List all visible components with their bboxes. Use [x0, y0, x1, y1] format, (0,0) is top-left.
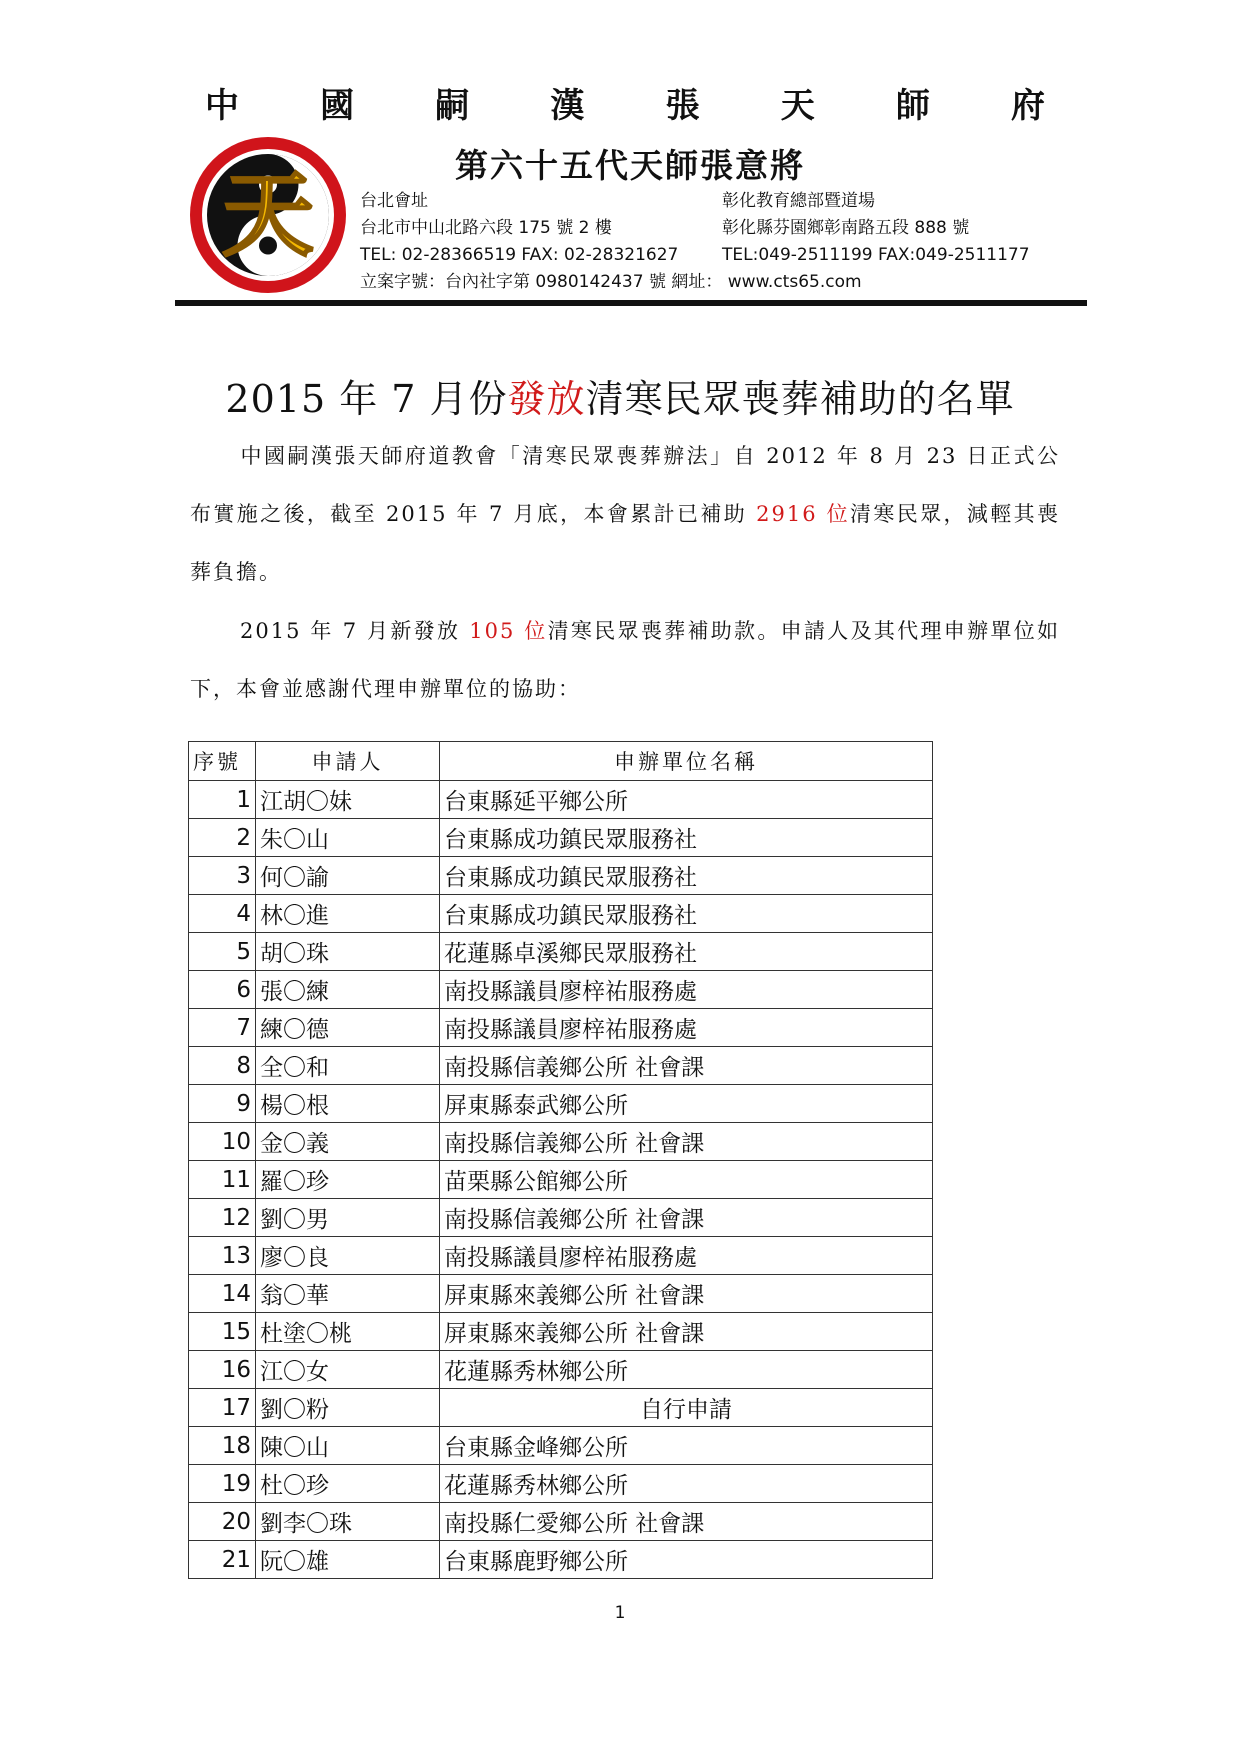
monthly-count: 105 位 [469, 619, 548, 643]
title-highlight: 發放 [507, 377, 586, 421]
table-row [189, 857, 933, 895]
unit-cell: 花蓮縣卓溪鄉民眾服務社 [440, 933, 933, 971]
unit-cell: 台東縣成功鎮民眾服務社 [440, 895, 933, 933]
applicant-cell: 阮〇雄 [256, 1541, 440, 1579]
applicant-cell: 金〇義 [256, 1123, 440, 1161]
unit-cell: 南投縣議員廖梓祐服務處 [440, 971, 933, 1009]
title-subject: 清寒民眾喪葬補助的名單 [585, 377, 1015, 421]
table-row [189, 1465, 933, 1503]
unit-cell: 苗栗縣公館鄉公所 [440, 1161, 933, 1199]
table-row [189, 971, 933, 1009]
applicant-cell: 江〇女 [256, 1351, 440, 1389]
table-row [189, 1161, 933, 1199]
applicant-cell: 朱〇山 [256, 819, 440, 857]
applicant-cell: 劉〇男 [256, 1199, 440, 1237]
serial-cell: 4 [189, 895, 256, 933]
table-row [189, 1503, 933, 1541]
unit-cell: 南投縣信義鄉公所 社會課 [440, 1047, 933, 1085]
intro-text: 中國嗣漢張天師府道教會「清寒民眾喪葬辦法」自 2012 年 8 月 23 日正式公布實施之後，截至 2015 年 7 月底，本會累計已補助 [190, 444, 1060, 526]
unit-cell: 南投縣信義鄉公所 社會課 [440, 1199, 933, 1237]
serial-cell: 14 [189, 1275, 256, 1313]
unit-cell: 屏東縣泰武鄉公所 [440, 1085, 933, 1123]
serial-cell: 17 [189, 1389, 256, 1427]
unit-cell: 南投縣議員廖梓祐服務處 [440, 1009, 933, 1047]
monthly-text: 2015 年 7 月新發放 [240, 619, 470, 643]
unit-cell: 南投縣信義鄉公所 社會課 [440, 1123, 933, 1161]
changhua-phone: TEL:049-2511199 FAX:049-2511177 [722, 245, 1030, 265]
unit-cell: 台東縣成功鎮民眾服務社 [440, 819, 933, 857]
unit-cell: 台東縣鹿野鄉公所 [440, 1541, 933, 1579]
monthly-paragraph [190, 602, 1060, 718]
taipei-phone: TEL: 02-28366519 FAX: 02-28321627 [360, 245, 679, 265]
header-applicant: 申請人 [256, 742, 440, 781]
unit-cell: 屏東縣來義鄉公所 社會課 [440, 1313, 933, 1351]
table-row [189, 895, 933, 933]
table-row [189, 1313, 933, 1351]
table-row [189, 1199, 933, 1237]
org-char: 漢 [550, 86, 585, 126]
serial-cell: 13 [189, 1237, 256, 1275]
applicant-cell: 張〇練 [256, 971, 440, 1009]
table-row [189, 1237, 933, 1275]
monthly-text-end: 清寒民眾喪葬補助款。申請人及其代理申辦單位如下，本會並感謝代理申辦單位的協助： [190, 619, 1061, 701]
table-row [189, 1541, 933, 1579]
unit-cell: 南投縣仁愛鄉公所 社會課 [440, 1503, 933, 1541]
table-row [189, 1085, 933, 1123]
taipei-address-block [360, 188, 678, 269]
unit-cell: 花蓮縣秀林鄉公所 [440, 1465, 933, 1503]
serial-cell: 21 [189, 1541, 256, 1579]
serial-cell: 19 [189, 1465, 256, 1503]
org-char: 天 [780, 86, 815, 126]
header-divider [175, 300, 1087, 306]
changhua-address-block [722, 188, 1030, 269]
serial-cell: 2 [189, 819, 256, 857]
org-char: 府 [1010, 86, 1045, 126]
table-row [189, 1009, 933, 1047]
serial-cell: 6 [189, 971, 256, 1009]
serial-cell: 11 [189, 1161, 256, 1199]
unit-cell: 台東縣成功鎮民眾服務社 [440, 857, 933, 895]
applicant-cell: 廖〇良 [256, 1237, 440, 1275]
applicant-cell: 杜塗〇桃 [256, 1313, 440, 1351]
applicant-cell: 林〇進 [256, 895, 440, 933]
table-row [189, 1047, 933, 1085]
table-row [189, 781, 933, 819]
table-row [189, 1275, 933, 1313]
document-title [0, 368, 1240, 423]
organization-title [205, 78, 1045, 127]
header-serial: 序號 [189, 742, 256, 781]
intro-text-end: 清寒民眾，減輕其喪葬負擔。 [190, 502, 1061, 584]
applicant-cell: 劉〇粉 [256, 1389, 440, 1427]
cumulative-count: 2916 位 [756, 502, 851, 526]
unit-cell: 屏東縣來義鄉公所 社會課 [440, 1275, 933, 1313]
unit-cell: 花蓮縣秀林鄉公所 [440, 1351, 933, 1389]
serial-cell: 8 [189, 1047, 256, 1085]
table-row [189, 1351, 933, 1389]
table-row [189, 819, 933, 857]
title-date: 2015 年 7 月份 [225, 377, 508, 421]
applicant-cell: 練〇德 [256, 1009, 440, 1047]
header-unit: 申辦單位名稱 [440, 742, 933, 781]
org-char: 張 [665, 86, 700, 126]
serial-cell: 10 [189, 1123, 256, 1161]
applicant-cell: 何〇諭 [256, 857, 440, 895]
table-row [189, 1123, 933, 1161]
changhua-label: 彰化教育總部暨道場 [722, 191, 875, 211]
intro-paragraph [190, 427, 1060, 601]
table-body [189, 781, 933, 1579]
page-number: 1 [614, 1603, 626, 1623]
serial-cell: 15 [189, 1313, 256, 1351]
org-char: 國 [320, 86, 355, 126]
serial-cell: 3 [189, 857, 256, 895]
applicant-cell: 劉李〇珠 [256, 1503, 440, 1541]
serial-cell: 12 [189, 1199, 256, 1237]
changhua-address: 彰化縣芬園鄉彰南路五段 888 號 [722, 218, 970, 238]
applicant-cell: 全〇和 [256, 1047, 440, 1085]
lineage-subtitle: 第六十五代天師張意將 [455, 146, 805, 185]
unit-cell: 南投縣議員廖梓祐服務處 [440, 1237, 933, 1275]
applicant-cell: 羅〇珍 [256, 1161, 440, 1199]
taoist-logo-icon [188, 135, 348, 295]
serial-cell: 9 [189, 1085, 256, 1123]
recipients-table [188, 741, 933, 1579]
org-char: 嗣 [435, 86, 470, 126]
unit-cell: 台東縣延平鄉公所 [440, 781, 933, 819]
applicant-cell: 楊〇根 [256, 1085, 440, 1123]
taipei-label: 台北會址 [360, 191, 428, 211]
org-char: 師 [895, 86, 930, 126]
unit-cell: 台東縣金峰鄉公所 [440, 1427, 933, 1465]
table-row [189, 933, 933, 971]
applicant-cell: 翁〇華 [256, 1275, 440, 1313]
applicant-cell: 杜〇珍 [256, 1465, 440, 1503]
org-char: 中 [205, 86, 239, 126]
serial-cell: 7 [189, 1009, 256, 1047]
serial-cell: 18 [189, 1427, 256, 1465]
serial-cell: 16 [189, 1351, 256, 1389]
unit-cell: 自行申請 [440, 1389, 933, 1427]
serial-cell: 1 [189, 781, 256, 819]
serial-cell: 20 [189, 1503, 256, 1541]
applicant-cell: 胡〇珠 [256, 933, 440, 971]
table-row [189, 1389, 933, 1427]
applicant-cell: 陳〇山 [256, 1427, 440, 1465]
taipei-address: 台北市中山北路六段 175 號 2 樓 [360, 218, 612, 238]
registration-line: 立案字號：台內社字第 0980142437 號 網址： www.cts65.com [360, 272, 862, 292]
table-header-row [189, 742, 933, 781]
applicant-cell: 江胡〇妹 [256, 781, 440, 819]
logo-character: 天 [221, 161, 315, 269]
table-row [189, 1427, 933, 1465]
serial-cell: 5 [189, 933, 256, 971]
